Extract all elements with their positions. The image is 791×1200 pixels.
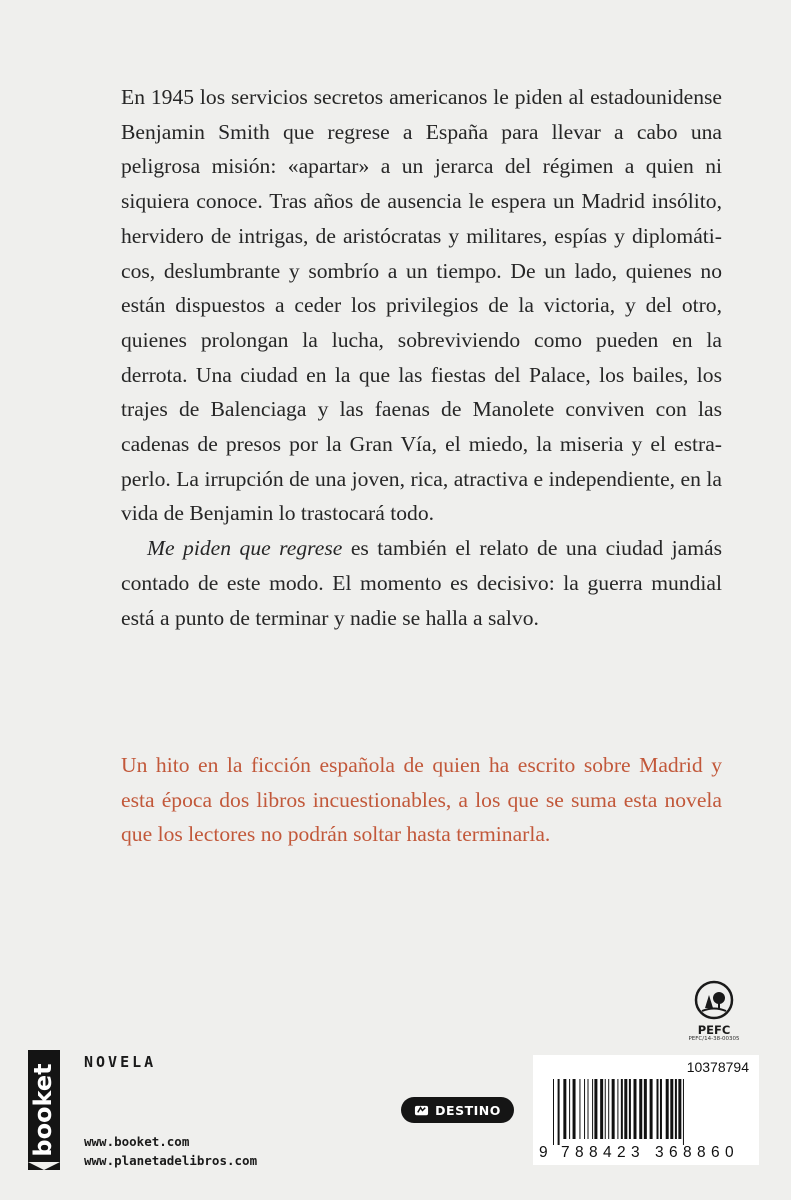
isbn-digit: 6 — [711, 1144, 720, 1161]
synopsis-paragraph-2-text: es también el relato de una ciudad jamás contado de este modo. El momento es decisivo: la guerra mundial está a punto de terminar y nadie se halla a salvo. — [121, 536, 722, 630]
url-booket[interactable]: www.booket.com — [84, 1134, 190, 1149]
destino-badge — [401, 1097, 514, 1123]
barcode-bar — [558, 1079, 560, 1145]
barcode-bar — [584, 1079, 585, 1139]
barcode-bar — [573, 1079, 576, 1139]
isbn-digit: 6 — [669, 1144, 678, 1161]
barcode-bar — [563, 1079, 566, 1139]
barcode-bar — [678, 1079, 681, 1139]
barcode-bar — [605, 1079, 606, 1139]
book-title-italic: Me piden que regrese — [147, 536, 343, 561]
barcode-bar — [639, 1079, 642, 1139]
barcode-bar — [683, 1079, 684, 1145]
synopsis — [121, 80, 722, 635]
barcode-reference-number: 10378794 — [686, 1059, 749, 1075]
barcode-bars — [553, 1079, 743, 1145]
website-urls — [84, 1132, 257, 1170]
isbn-digit: 8 — [683, 1144, 692, 1161]
barcode-bar — [592, 1079, 593, 1139]
destino-label: DESTINO — [435, 1102, 501, 1118]
barcode-bar — [660, 1079, 662, 1139]
pefc-trees-icon — [694, 980, 734, 1020]
barcode-bar — [553, 1079, 554, 1145]
booket-logo-text: booket — [29, 1063, 57, 1157]
isbn-digit: 8 — [589, 1144, 598, 1161]
barcode-bar — [612, 1079, 615, 1139]
isbn-barcode — [533, 1055, 759, 1165]
synopsis-paragraph-2 — [121, 531, 722, 635]
pefc-logo — [680, 980, 748, 1048]
isbn-digit: 3 — [631, 1144, 640, 1161]
blurb-paragraph: Un hito en la ficción española de quien ha escrito sobre Madrid y esta época dos libros incuestionables, a los que se suma esta novela que los lectores no podrán soltar hasta terminarla. — [121, 753, 722, 847]
isbn-digit: 2 — [617, 1144, 626, 1161]
synopsis-paragraph-1: En 1945 los servicios secretos americanos le piden al estadounidense Benjamin Smith que regrese a España para llevar a cabo una peligrosa misión: «apartar» a un jerarca del régimen a quien ni siquiera conoce. Tras años de ausencia le espera un Madrid insólito, hervidero de intrigas, de aristócratas y militares, espías y diplomáticos, deslumbrante y sombrío a un tiempo. De un lado, quienes no están dispuestos a ceder los privilegios de la victoria, y del otro, quienes prolongan la lucha, sobreviviendo como pueden en la derrota. Una ciudad en la que las fiestas del Palace, los bailes, los trajes de Balenciaga y las faenas de Manolete conviven con las cadenas de presos por la Gran Vía, el miedo, la miseria y el estraperlo. La irrupción de una joven, rica, atractiva e independiente, en la vida de Benjamin lo trastocará todo. — [121, 85, 722, 526]
isbn-digit: 7 — [561, 1144, 570, 1161]
isbn-digit: 9 — [539, 1144, 548, 1161]
destino-mark-icon — [414, 1103, 429, 1118]
isbn-digit: 8 — [697, 1144, 706, 1161]
barcode-bar — [608, 1079, 609, 1139]
barcode-bar — [670, 1079, 673, 1139]
pefc-code: PEFC/14-38-00305 — [688, 1036, 740, 1042]
barcode-bar — [617, 1079, 618, 1139]
barcode-bar — [629, 1079, 631, 1139]
barcode-bar — [569, 1079, 570, 1139]
barcode-bar — [634, 1079, 637, 1139]
isbn-digit: 4 — [603, 1144, 612, 1161]
barcode-bar — [579, 1079, 580, 1139]
barcode-bar — [621, 1079, 623, 1139]
barcode-bar — [600, 1079, 603, 1139]
barcode-bar — [624, 1079, 627, 1139]
genre-label: NOVELA — [84, 1053, 157, 1071]
barcode-bar — [666, 1079, 669, 1139]
barcode-bar — [588, 1079, 589, 1139]
barcode-bar — [657, 1079, 659, 1139]
isbn-digit: 8 — [575, 1144, 584, 1161]
pefc-label: PEFC — [697, 1023, 731, 1037]
booket-logo — [28, 1050, 60, 1170]
isbn-digit: 0 — [725, 1144, 734, 1161]
barcode-bar — [675, 1079, 677, 1139]
barcode-bar — [594, 1079, 597, 1139]
url-planetadelibros[interactable]: www.planetadelibros.com — [84, 1153, 258, 1168]
barcode-bar — [650, 1079, 653, 1139]
barcode-bar — [644, 1079, 647, 1139]
isbn-digit: 3 — [655, 1144, 664, 1161]
